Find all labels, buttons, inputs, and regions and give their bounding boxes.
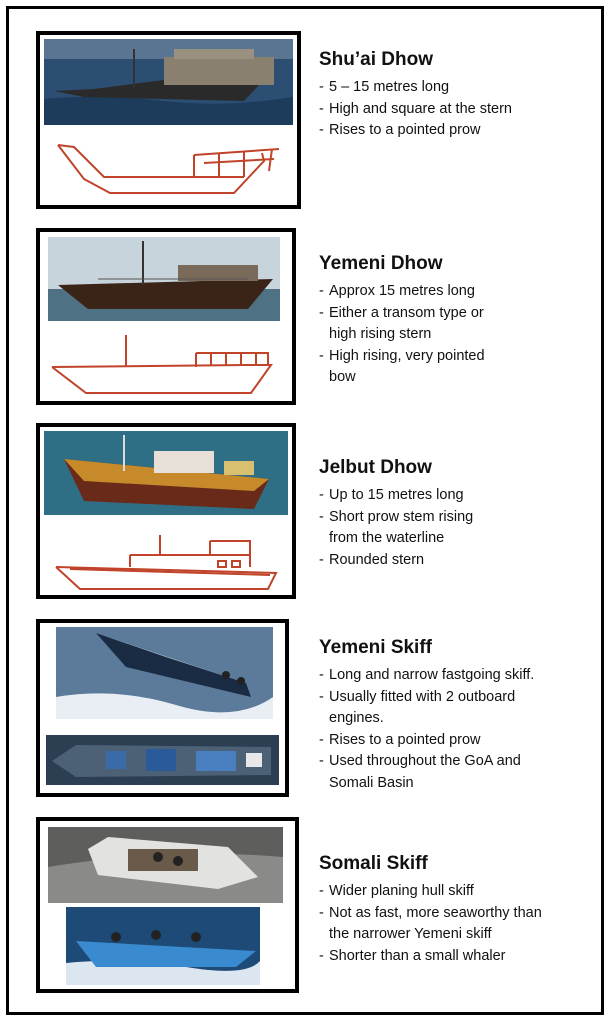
somali-skiff-image-box xyxy=(36,817,299,993)
somali-skiff-photo-side xyxy=(66,907,260,985)
somali-skiff-info xyxy=(319,853,542,967)
bullet-item: - Shorter than a small whaler xyxy=(319,946,542,968)
yemeni-dhow-photo xyxy=(48,237,280,321)
yemeni-skiff-info xyxy=(319,637,534,794)
bullet-list xyxy=(319,665,534,794)
page-frame xyxy=(6,6,604,1015)
bullet-item: - Not as fast, more seaworthy than the narrower Yemeni skiff xyxy=(319,903,542,946)
bullet-list xyxy=(319,485,473,571)
section-title: Shu’ai Dhow xyxy=(319,49,433,70)
bullet-item: - Approx 15 metres long xyxy=(319,281,485,303)
yemeni-skiff-image-box xyxy=(36,619,289,797)
yemeni-skiff-photo-top xyxy=(46,735,279,785)
bullet-item: - Long and narrow fastgoing skiff. xyxy=(319,665,534,687)
shuai-dhow-info xyxy=(319,49,512,142)
bullet-item: - Either a transom type or high rising stern xyxy=(319,303,485,346)
section-title: Yemeni Skiff xyxy=(319,637,432,658)
shuai-dhow-photo xyxy=(44,39,293,125)
shuai-dhow-line-drawing xyxy=(44,131,293,205)
bullet-item: - Rises to a pointed prow xyxy=(319,730,534,752)
bullet-list xyxy=(319,881,542,967)
shuai-dhow-image-box xyxy=(36,31,301,209)
bullet-item: - 5 – 15 metres long xyxy=(319,77,512,99)
section-title: Somali Skiff xyxy=(319,853,428,874)
yemeni-skiff-photo-side xyxy=(56,627,273,719)
jelbut-dhow-info xyxy=(319,457,473,571)
bullet-list xyxy=(319,77,512,142)
bullet-item: - Used throughout the GoA and Somali Basin xyxy=(319,751,534,794)
bullet-list xyxy=(319,281,485,389)
bullet-item: - Rounded stern xyxy=(319,550,473,572)
bullet-item: - Rises to a pointed prow xyxy=(319,120,512,142)
bullet-item: - High and square at the stern xyxy=(319,99,512,121)
yemeni-dhow-info xyxy=(319,253,485,389)
jelbut-dhow-photo xyxy=(44,431,288,515)
jelbut-dhow-image-box xyxy=(36,423,296,599)
jelbut-dhow-line-drawing xyxy=(50,523,286,597)
bullet-item: - Usually fitted with 2 outboard engines. xyxy=(319,687,534,730)
yemeni-dhow-image-box xyxy=(36,228,296,405)
section-title: Yemeni Dhow xyxy=(319,253,443,274)
bullet-item: - High rising, very pointed bow xyxy=(319,346,485,389)
section-title: Jelbut Dhow xyxy=(319,457,432,478)
somali-skiff-photo-top xyxy=(48,827,283,903)
bullet-item: - Wider planing hull skiff xyxy=(319,881,542,903)
bullet-item: - Short prow stem rising from the waterline xyxy=(319,507,473,550)
yemeni-dhow-line-drawing xyxy=(46,327,286,401)
bullet-item: - Up to 15 metres long xyxy=(319,485,473,507)
